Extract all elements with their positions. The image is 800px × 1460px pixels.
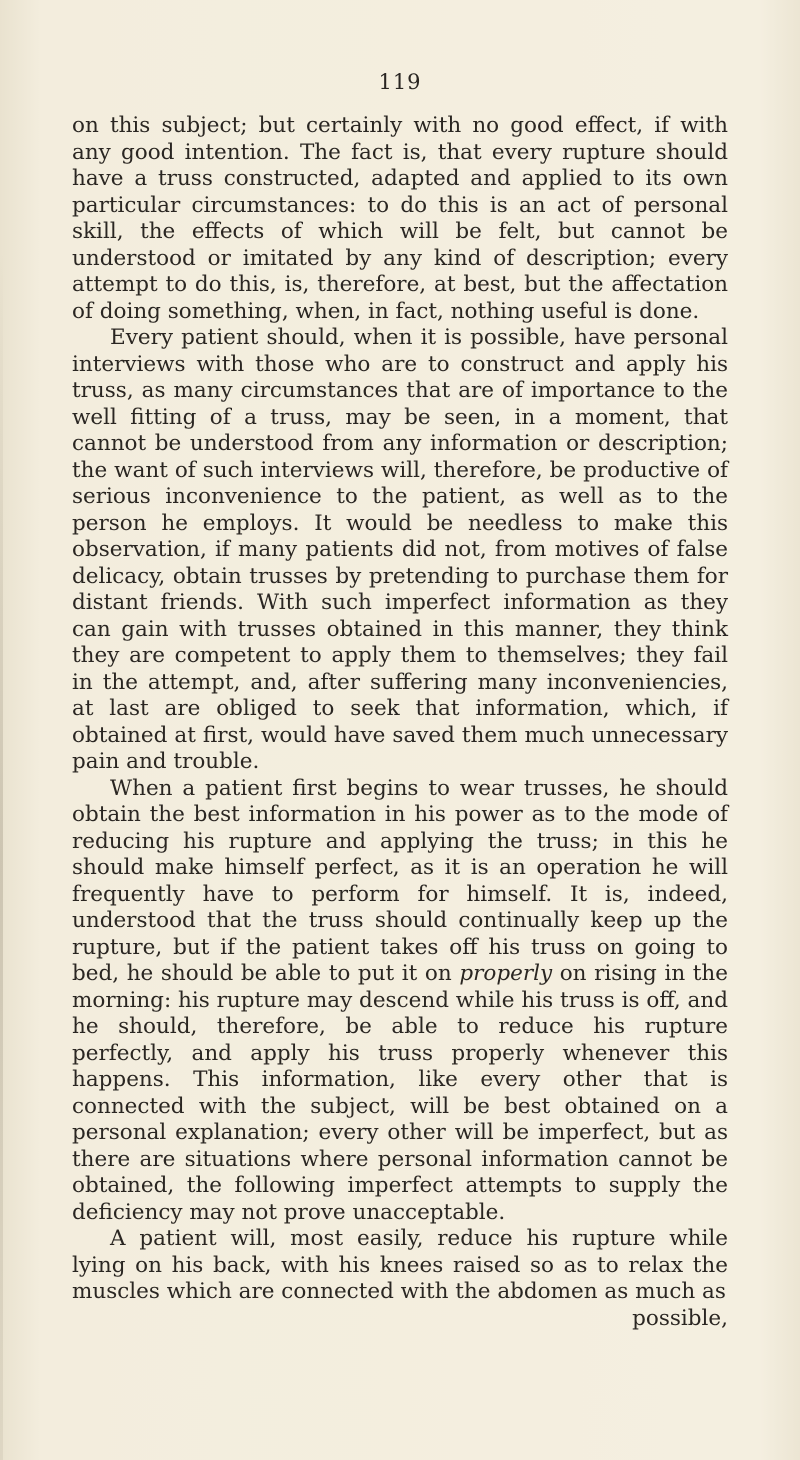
paragraph-1 bbox=[72, 113, 728, 325]
paragraph-3 bbox=[72, 776, 728, 1227]
body-text bbox=[72, 113, 728, 1332]
binding-shadow bbox=[0, 250, 3, 1460]
paragraph-2 bbox=[72, 325, 728, 776]
paragraph-3-text-b: on rising in the morning: his rupture may descend while his truss is off, and he should, therefore, be able to reduce his rupture perfectly, and apply his truss properly whenever this happens. This information, like every other that is connected with the subject, will be best obtained on a personal explanation; every other will be imperfect, but as there are situations where personal information cannot be obtained, the following imperfect attempts to supply the deficiency may not prove unacceptable. bbox=[72, 961, 728, 1225]
paragraph-3-text-a: When a patient first begins to wear trusses, he should obtain the best information in his power as to the mode of reducing his rupture and applying the truss; in this he should make himself perfect, as it is an operation he will frequently have to perform for himself. It is, indeed, understood that the truss should continually keep up the rupture, but if the patient takes off his truss on going to bed, he should be able to put it on bbox=[72, 775, 728, 986]
paragraph-2-text: Every patient should, when it is possible, have personal interviews with those who are to construct and apply his truss, as many circumstances that are of importance to the well fitting of a truss, may be seen, in a moment, that cannot be understood from any information or description; the want of such interviews will, therefore, be productive of serious inconvenience to the patient, as well as to the person he employs. It would be needless to make this observation, if many patients did not, from motives of false delicacy, obtain trusses by pretending to purchase them for distant friends. With such imperfect information as they can gain with trusses obtained in this manner, they think they are competent to apply them to themselves; they fail in the attempt, and, after suffering many inconveniencies, at last are obliged to seek that information, which, if obtained at first, would have saved them much unnecessary pain and trouble. bbox=[72, 325, 728, 774]
page-number: 119 bbox=[378, 70, 422, 94]
catchword: possible, bbox=[632, 1305, 728, 1331]
paragraph-3-italic: properly bbox=[459, 961, 553, 986]
paragraph-4-text: A patient will, most easily, reduce his rupture while lying on his back, with his knees raised so as to relax the muscles which are connected with the abdomen as much as bbox=[72, 1226, 728, 1304]
paragraph-1-text: on this subject; but certainly with no good effect, if with any good intention. The fact is, that every rupture should have a truss constructed, adapted and applied to its own particular circumstances: to do this is an act of personal skill, the effects of which will be felt, but cannot be understood or imitated by any kind of description; every attempt to do this, is, therefore, at best, but the affectation of doing something, when, in fact, nothing useful is done. bbox=[72, 113, 728, 324]
paragraph-4 bbox=[72, 1226, 728, 1306]
